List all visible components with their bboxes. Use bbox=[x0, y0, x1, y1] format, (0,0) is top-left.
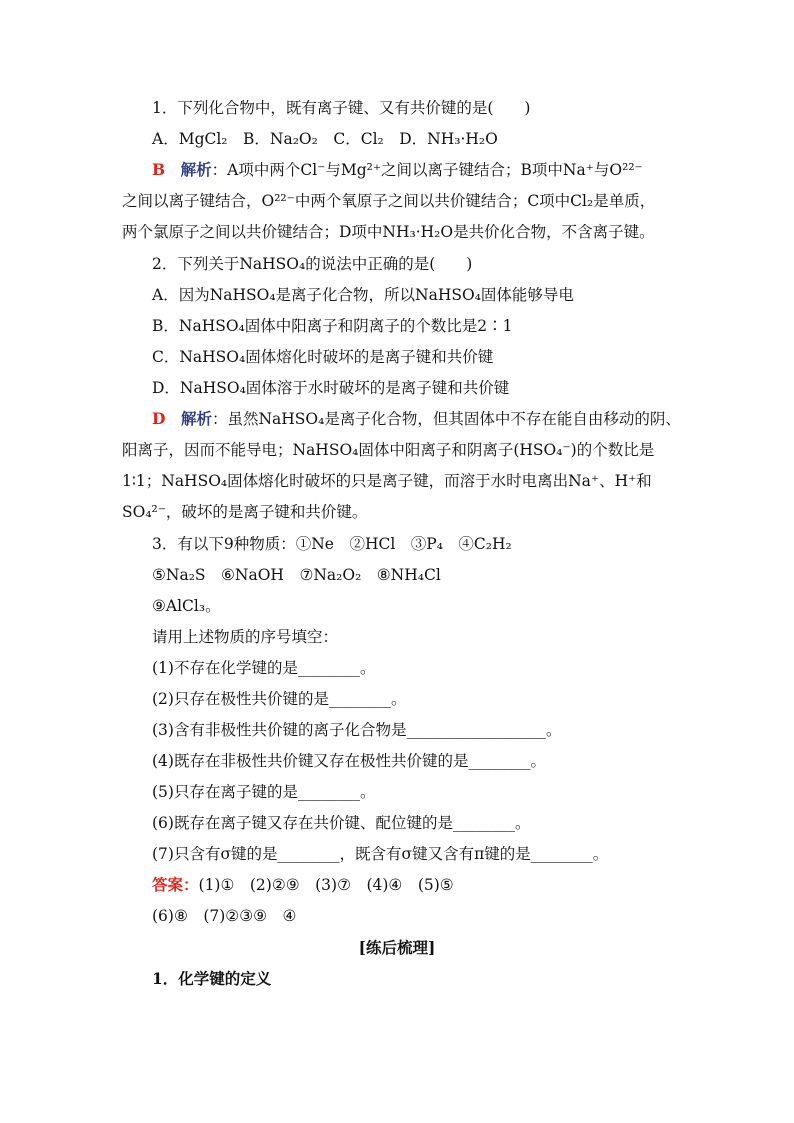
q2-stem: 2．下列关于NaHSO₄的说法中正确的是( ) bbox=[152, 255, 473, 273]
q3-stem: 3．有以下9种物质：①Ne ②HCl ③P₄ ④C₂H₂ bbox=[152, 535, 512, 553]
q3-substances-row-2: ⑤Na₂S ⑥NaOH ⑦Na₂O₂ ⑧NH₄Cl bbox=[152, 566, 441, 584]
q1-analysis-line-3: 两个氯原子之间以共价键结合；D项中NH₃·H₂O是共价化合物，不含离子键。 bbox=[122, 223, 655, 241]
q2-analysis-line-3: 1∶1；NaHSO₄固体熔化时破坏的只是离子键，而溶于水时电离出Na⁺、H⁺和 bbox=[122, 472, 652, 490]
q3-blank-6: (6)既存在离子键又存在共价键、配位键的是________。 bbox=[152, 814, 531, 832]
q1-answer-letter: B bbox=[152, 160, 166, 179]
section-item-1: 1．化学键的定义 bbox=[152, 969, 272, 988]
q1-stem: 1．下列化合物中，既有离子键、又有共价键的是( ) bbox=[152, 99, 531, 117]
q3-blank-5: (5)只存在离子键的是________。 bbox=[152, 783, 376, 801]
q3-answer-text-1: (1)① (2)②⑨ (3)⑦ (4)④ (5)⑤ bbox=[198, 876, 454, 894]
q3-answer-label: 答案： bbox=[152, 875, 199, 894]
q2-option-b: B．NaHSO₄固体中阳离子和阴离子的个数比是2∶1 bbox=[152, 317, 513, 335]
q3-blank-7: (7)只含有σ键的是________，既含有σ键又含有π键的是________。 bbox=[152, 845, 609, 863]
q3-blank-3: (3)含有非极性共价键的离子化合物是__________________。 bbox=[152, 721, 562, 739]
q2-option-c: C．NaHSO₄固体熔化时破坏的是离子键和共价键 bbox=[152, 348, 494, 366]
q2-analysis-label: 解析 bbox=[180, 409, 212, 428]
q3-answer-line-1 bbox=[152, 875, 712, 897]
section-title: [练后梳理] bbox=[358, 938, 436, 957]
q2-analysis-text-1: ：虽然NaHSO₄是离子化合物，但其固体中不存在能自由移动的阴、 bbox=[211, 410, 681, 428]
q2-analysis-line-4: SO₄²⁻，破坏的是离子键和共价键。 bbox=[122, 503, 368, 521]
q1-analysis-line-2: 之间以离子键结合，O²²⁻中两个氧原子之间以共价键结合；C项中Cl₂是单质， bbox=[122, 192, 656, 210]
q2-option-a: A．因为NaHSO₄是离子化合物，所以NaHSO₄固体能够导电 bbox=[152, 286, 574, 304]
q1-analysis-text-1: ：A项中两个Cl⁻与Mg²⁺之间以离子键结合；B项中Na⁺与O²²⁻ bbox=[211, 161, 643, 179]
q2-answer-letter: D bbox=[152, 409, 166, 428]
q3-blank-4: (4)既存在非极性共价键又存在极性共价键的是________。 bbox=[152, 752, 546, 770]
q3-answer-line-2: (6)⑧ (7)②③⑨ ④ bbox=[152, 907, 297, 925]
q3-blank-2: (2)只存在极性共价键的是________。 bbox=[152, 690, 407, 708]
q2-option-d: D．NaHSO₄固体溶于水时破坏的是离子键和共价键 bbox=[152, 379, 510, 397]
q3-substances-row-3: ⑨AlCl₃。 bbox=[152, 597, 221, 615]
q3-instruction: 请用上述物质的序号填空： bbox=[152, 628, 339, 646]
q1-options: A．MgCl₂ B．Na₂O₂ C．Cl₂ D．NH₃·H₂O bbox=[152, 130, 498, 148]
q1-analysis-label: 解析 bbox=[180, 160, 212, 179]
q2-analysis-line-1 bbox=[152, 409, 712, 431]
q2-analysis-line-2: 阳离子，因而不能导电；NaHSO₄固体中阳离子和阴离子(HSO₄⁻)的个数比是 bbox=[122, 441, 655, 459]
q1-analysis-line-1 bbox=[152, 160, 712, 182]
q3-blank-1: (1)不存在化学键的是________。 bbox=[152, 659, 376, 677]
